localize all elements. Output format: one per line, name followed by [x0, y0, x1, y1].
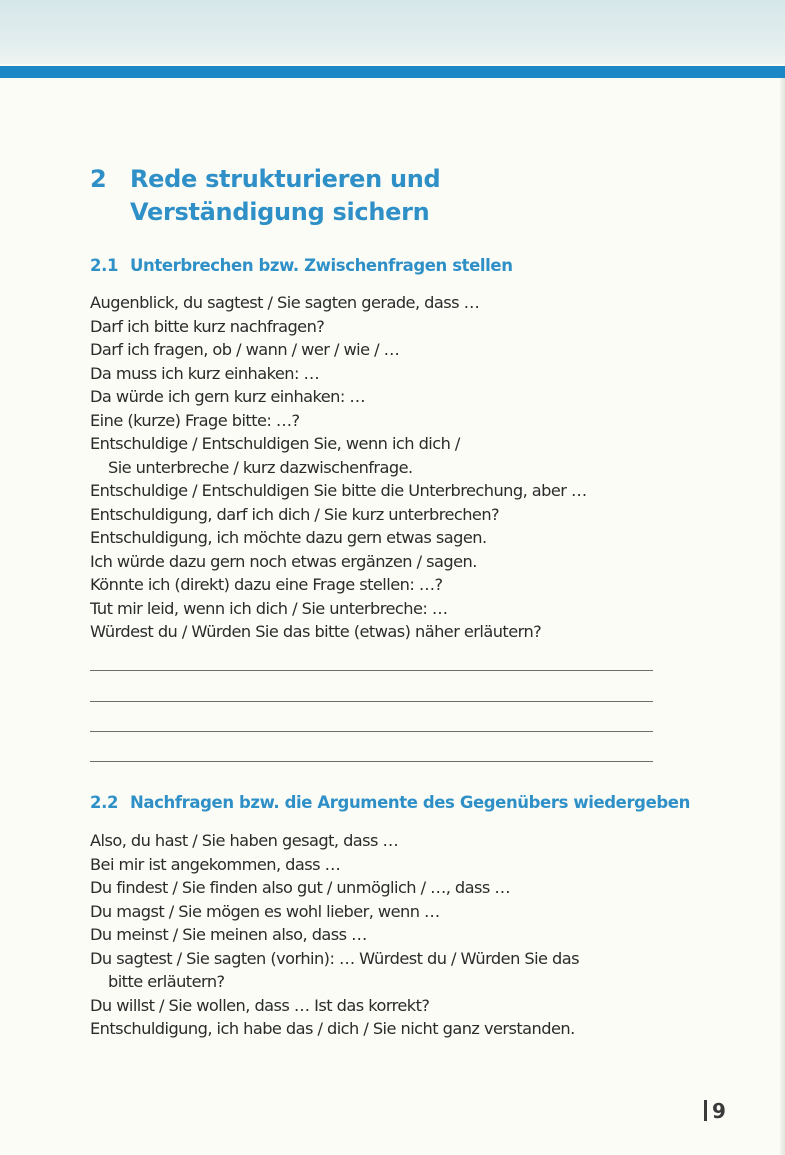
- phrase-item: Du magst / Sie mögen es wohl lieber, wenn …: [90, 901, 440, 921]
- phrase-item: Tut mir leid, wenn ich dich / Sie unterbreche: …: [90, 598, 448, 618]
- header-rule: [0, 66, 785, 78]
- writing-line: [90, 731, 653, 732]
- phrase-line: Du sagtest / Sie sagten (vorhin): … Würdest du / Würden Sie das: [90, 948, 580, 968]
- top-bleed-strip: [0, 0, 785, 64]
- phrase-item: Du willst / Sie wollen, dass … Ist das korrekt?: [90, 995, 430, 1015]
- phrase-item: [90, 432, 587, 479]
- page-number: [704, 1099, 726, 1123]
- page-edge-shadow: [780, 78, 785, 1155]
- section-heading-2-1: [90, 256, 513, 275]
- chapter-title-line-1: Rede strukturieren und: [130, 165, 441, 193]
- section-number: 2.2: [90, 793, 119, 812]
- phrase-line: Entschuldige / Entschuldigen Sie, wenn ich dich /: [90, 434, 460, 453]
- phrase-item: Du findest / Sie finden also gut / unmöglich / …, dass …: [90, 878, 511, 897]
- page-number-value: 9: [712, 1099, 726, 1123]
- phrase-item: Darf ich fragen, ob / wann / wer / wie / …: [90, 340, 400, 359]
- phrase-item: Also, du hast / Sie haben gesagt, dass …: [90, 831, 399, 850]
- phrase-item: Augenblick, du sagtest / Sie sagten gerade, dass …: [90, 293, 480, 312]
- phrase-item: Entschuldige / Entschuldigen Sie bitte die Unterbrechung, aber …: [90, 481, 587, 500]
- chapter-title-line-2: Verständigung sichern: [130, 198, 430, 226]
- section-title: Unterbrechen bzw. Zwischenfragen stellen: [130, 256, 513, 275]
- phrase-item: Ich würde dazu gern noch etwas ergänzen / sagen.: [90, 551, 477, 571]
- phrase-item: Du meinst / Sie meinen also, dass …: [90, 925, 367, 944]
- phrase-item: Würdest du / Würden Sie das bitte (etwas) näher erläutern?: [90, 622, 542, 641]
- phrase-item: Entschuldigung, darf ich dich / Sie kurz unterbrechen?: [90, 504, 500, 524]
- chapter-number: 2: [90, 165, 107, 193]
- writing-line: [90, 761, 653, 762]
- phrase-item: Entschuldigung, ich habe das / dich / Sie nicht ganz verstanden.: [90, 1019, 575, 1038]
- section-number: 2.1: [90, 256, 119, 275]
- phrase-item: Eine (kurze) Frage bitte: …?: [90, 410, 300, 430]
- chapter-title: [130, 163, 510, 229]
- section-heading-2-2: [90, 793, 690, 812]
- phrase-item: [90, 947, 579, 994]
- section-title: Nachfragen bzw. die Argumente des Gegenübers wiedergeben: [130, 793, 690, 812]
- phrase-list-paraphrasing: [90, 829, 579, 1041]
- phrase-item: Könnte ich (direkt) dazu eine Frage stellen: …?: [90, 575, 443, 594]
- phrase-list-interrupting: [90, 291, 587, 644]
- phrase-item: Da muss ich kurz einhaken: …: [90, 363, 320, 383]
- phrase-item: Da würde ich gern kurz einhaken: …: [90, 387, 366, 406]
- phrase-continuation: bitte erläutern?: [108, 972, 225, 991]
- page-number-bar: [704, 1100, 707, 1121]
- phrase-item: Darf ich bitte kurz nachfragen?: [90, 316, 325, 336]
- writing-line: [90, 670, 653, 671]
- phrase-item: Entschuldigung, ich möchte dazu gern etwas sagen.: [90, 528, 487, 547]
- writing-line: [90, 701, 653, 702]
- phrase-item: Bei mir ist angekommen, dass …: [90, 854, 341, 874]
- phrase-continuation: Sie unterbreche / kurz dazwischenfrage.: [108, 457, 413, 477]
